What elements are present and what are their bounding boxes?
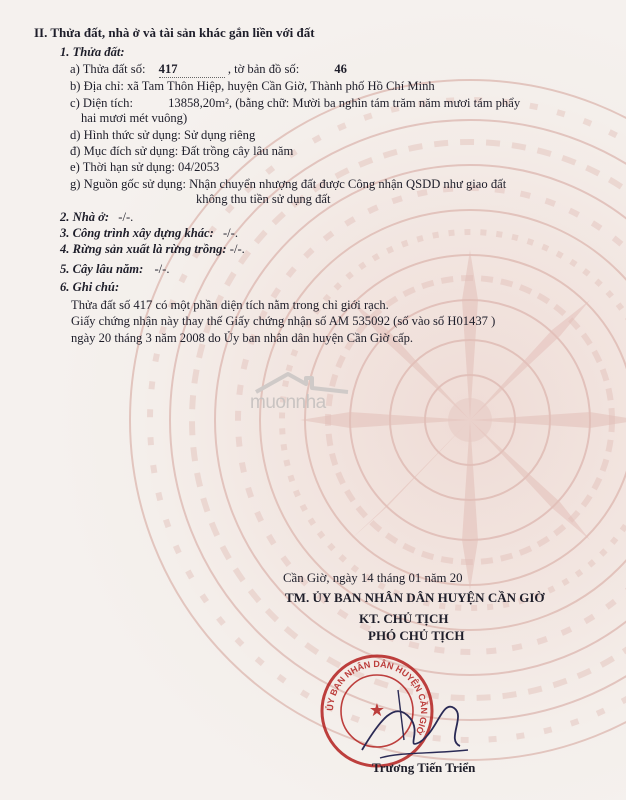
issue-date-line: Cần Giờ, ngày 14 tháng 01 năm 20 bbox=[283, 571, 463, 585]
land-parcel-heading: 1. Thửa đất: bbox=[60, 45, 125, 59]
area-value: 13858,20m², (bằng chữ: Mười ba nghìn tám trăm năm mươi tám phẩy bbox=[168, 96, 521, 110]
use-purpose-row: đ) Mục đích sử dụng: Đất trồng cây lâu năm bbox=[70, 144, 294, 158]
production-forest-value: -/-. bbox=[229, 242, 245, 256]
use-form-row: d) Hình thức sử dụng: Sử dụng riêng bbox=[70, 128, 256, 142]
watermark-text: muonnha bbox=[250, 392, 326, 413]
map-sheet-label: , tờ bản đồ số: bbox=[227, 62, 300, 76]
issuing-authority: TM. ỦY BAN NHÂN DÂN HUYỆN CẦN GIỜ bbox=[285, 590, 545, 605]
section-title: II. Thửa đất, nhà ở và tài sản khác gắn liền với đất bbox=[34, 25, 315, 40]
parcel-number-value: 417 bbox=[159, 62, 225, 78]
note-line: Giấy chứng nhận này thay thế Giấy chứng nhận số AM 535092 (số vào số H01437 ) bbox=[71, 314, 496, 328]
use-origin-row-cont: không thu tiền sử dụng đất bbox=[196, 192, 331, 206]
perennial-trees-label: 5. Cây lâu năm: bbox=[60, 262, 144, 276]
svg-text:★: ★ bbox=[368, 700, 386, 720]
house-value: -/-. bbox=[118, 210, 134, 224]
other-construction-value: -/-. bbox=[222, 226, 239, 240]
seal-text: ỦY BAN NHÂN DÂN HUYỆN CẦN GIỜ bbox=[324, 658, 430, 737]
use-term-row: e) Thời hạn sử dụng: 04/2053 bbox=[70, 160, 220, 174]
production-forest-label: 4. Rừng sản xuất là rừng trồng: bbox=[60, 242, 227, 256]
perennial-trees-row bbox=[60, 262, 169, 277]
parcel-number-row bbox=[70, 62, 347, 78]
handwritten-signature bbox=[350, 680, 480, 770]
signer-name: Trương Tiến Triển bbox=[372, 760, 476, 775]
production-forest-row bbox=[60, 242, 245, 257]
other-construction-label: 3. Công trình xây dựng khác: bbox=[60, 226, 214, 240]
kt-chairman: KT. CHỦ TỊCH bbox=[359, 611, 449, 626]
use-origin-row: g) Nguồn gốc sử dụng: Nhận chuyển nhượng đất được Công nhận QSDD như giao đất bbox=[70, 177, 507, 191]
house-row bbox=[60, 210, 133, 225]
area-row-cont: hai mươi mét vuông) bbox=[81, 111, 188, 125]
map-sheet-value: 46 bbox=[334, 62, 347, 76]
area-label: c) Diện tích: bbox=[70, 96, 133, 110]
note-line: Thửa đất số 417 có một phần diện tích nằm trong chỉ giới rạch. bbox=[71, 298, 389, 312]
notes-heading: 6. Ghi chú: bbox=[60, 280, 120, 294]
parcel-number-label: a) Thửa đất số: bbox=[70, 62, 146, 76]
perennial-trees-value: -/-. bbox=[154, 262, 170, 276]
other-construction-row bbox=[60, 226, 238, 241]
note-line: ngày 20 tháng 3 năm 2008 do Ủy ban nhân dân huyện Cần Giờ cấp. bbox=[71, 331, 414, 345]
vice-chairman-title: PHÓ CHỦ TỊCH bbox=[368, 628, 465, 643]
address-row: b) Địa chỉ: xã Tam Thôn Hiệp, huyện Cần Giờ, Thành phố Hồ Chí Minh bbox=[70, 79, 435, 93]
house-label: 2. Nhà ở: bbox=[60, 210, 110, 224]
area-row bbox=[70, 96, 520, 111]
